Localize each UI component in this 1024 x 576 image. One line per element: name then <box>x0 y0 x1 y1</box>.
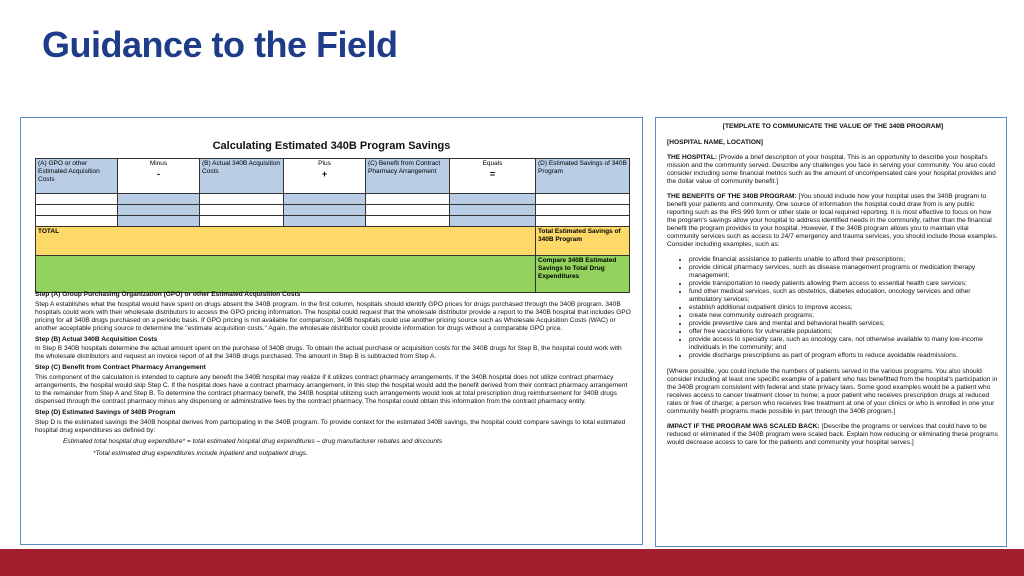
header-cell-c: (C) Benefit from Contract Pharmacy Arrangement <box>366 159 450 194</box>
footnote: *Total estimated drug expenditures include inpatient and outpatient drugs. <box>93 450 308 458</box>
benefits-section <box>667 193 999 249</box>
header-cell-d: (D) Estimated Savings of 340B Program <box>536 159 630 194</box>
step-a-heading: Step (A) Group Purchasing Organization (GPO) or other Estimated Acquisition Costs <box>35 291 301 298</box>
list-item: • create new community outreach programs; <box>689 312 999 320</box>
benefits-list <box>667 256 999 360</box>
impact-section <box>667 423 999 447</box>
header-cell-minus: Minus - <box>118 159 200 194</box>
impact-body: [Describe the programs or services that could have to be reduced or eliminated if the 340B program were scaled back. Explain how reducing or eliminating these programs would decrease access to care for the patients and community your hospital serves.] <box>667 423 998 446</box>
step-b-body: In Step B 340B hospitals determine the actual amount spent on the purchase of 340B drugs. To obtain the actual purchase or acquisition costs for the 340B drugs for Step B, the hospital could work with the wholesale distributors and request an invoice report of all the 340B drugs purchased. The amount in Step B is subtracted from Step A. <box>35 345 622 361</box>
benefits-label: THE BENEFITS OF THE 340B PROGRAM: <box>667 193 797 200</box>
minus-symbol: - <box>157 169 160 179</box>
step-b-heading: Step (B) Actual 340B Acquisition Costs <box>35 335 158 343</box>
compare-cell: Compare 340B Estimated Savings to Total Drug Expenditures <box>536 256 630 293</box>
table-row <box>36 205 630 216</box>
document-title: Calculating Estimated 340B Program Savings <box>212 140 451 152</box>
step-d-body: Step D is the estimated savings the 340B hospital derives from participating in the 340B program. To provide context for the estimated 340B savings, the hospital could compare savings to total estimated hospital drug expenditures as defined by: <box>35 418 626 434</box>
template-heading: [TEMPLATE TO COMMUNICATE THE VALUE OF THE 340B PROGRAM] <box>722 123 944 130</box>
where-possible-text: [Where possible, you could include the numbers of patients served in the various programs. You also should consider including at least one specific example of a patient who has benefitted from the hospital's participation in the 340B program consistent with federal and state privacy laws. Some good examples would be a patient who receives access to cancer treatment closer to home; a poor patient who receives prescription drugs at reduced rates or free of charge; a person who receives free treatment at one of your clinics or who is enrolled in one your community health programs made possible in part through the 340B program.] <box>667 368 998 415</box>
compare-row <box>36 256 630 293</box>
list-item: • offer free vaccinations for vulnerable populations; <box>689 328 999 336</box>
hospital-label: THE HOSPITAL: <box>667 154 718 161</box>
header-cell-plus: Plus + <box>284 159 366 194</box>
step-c-heading: Step (C) Benefit from Contract Pharmacy Arrangement <box>35 364 206 372</box>
list-item: • fund other medical services, such as obstetrics, diabetes education, oncology services and other ambulatory services; <box>689 288 999 304</box>
table-header-row <box>36 159 630 194</box>
list-item: • provide discharge prescriptions as part of program efforts to reduce avoidable readmissions. <box>689 352 999 360</box>
calculation-document <box>20 117 643 545</box>
steps-text <box>35 288 631 461</box>
total-row <box>36 227 630 256</box>
step-d-heading: Step (D) Estimated Savings of 340B Program <box>35 408 176 416</box>
bottom-accent-bar <box>0 549 1024 576</box>
template-document <box>655 117 1007 547</box>
plus-symbol: + <box>321 169 328 179</box>
list-item: • provide clinical pharmacy services, such as disease management programs or medication therapy management; <box>689 264 999 280</box>
header-cell-b: (B) Actual 340B Acquisition Costs <box>200 159 284 194</box>
savings-calculation-table <box>35 158 630 293</box>
step-a-body: Step A establishes what the hospital would have spent on drugs absent the 340B program. In the first column, hospitals should identify GPO prices for drugs purchased through the 340B program. 340B hospitals could work with their wholesale distributors to access the GPO pricing information. The hospital could request that the wholesale distributor provide a report to the 340B hospital that includes GPO pricing for all 340B drugs purchased on a periodic basis. If GPO pricing is not available for comparison, 340B hospitals could use another pricing source such as Wholesale Acquisition Costs (WAC) or another acceptable pricing source to determine the "estimate acquisition costs." Again, the wholesale distributor could provide information for drugs without a comparable GPO price. <box>35 300 631 332</box>
list-item: • provide transportation to needy patients allowing them access to essential health care services; <box>689 280 999 288</box>
table-row <box>36 194 630 205</box>
total-estimated-cell: Total Estimated Savings of 340B Program <box>536 227 630 256</box>
header-cell-a: (A) GPO or other Estimated Acquisition Costs <box>36 159 118 194</box>
slide-title: Guidance to the Field <box>42 24 398 65</box>
list-item: • establish additional outpatient clinics to improve access; <box>689 304 999 312</box>
benefits-body: [You should include how your hospital uses the 340B program to benefit your patients and community. One source of information the hospital could draw from is any public reporting such as the IRS 990 form or other state or local required reporting. It is most effective to focus on how the program's savings allow your hospital to address identified needs in the community, rather than the financial benefit the program provides to your hospital. However, if the 340B program allows you to maintain vital community services such as access to 24/7 emergency and trauma services, you should include those examples. Consider including examples, such as: <box>667 193 998 248</box>
hospital-name: [HOSPITAL NAME, LOCATION] <box>667 139 763 146</box>
hospital-body: [Provide a brief description of your hospital. This is an opportunity to describe your hospital's mission and the community served. Describe any challenges you face in serving your community. You also could consider including some financial metrics such as the amount of uncompensated care your hospital provides and the dollar value of community benefit.] <box>667 154 996 185</box>
hospital-section <box>667 154 999 186</box>
table-row <box>36 216 630 227</box>
total-label: TOTAL <box>36 227 536 256</box>
list-item: • provide preventive care and mental and behavioral health services; <box>689 320 999 328</box>
list-item: • provide financial assistance to patients unable to afford their prescriptions; <box>689 256 999 264</box>
formula: Estimated total hospital drug expenditure* = total estimated hospital drug expenditures – drug manufacturer rebates and discounts <box>63 437 443 445</box>
equals-symbol: = <box>489 169 496 179</box>
impact-label: IMPACT IF THE PROGRAM WAS SCALED BACK: <box>667 423 820 430</box>
list-item: • provide access to specialty care, such as oncology care, not otherwise available to many low-income individuals in the community; and <box>689 336 999 352</box>
header-cell-equals: Equals = <box>450 159 536 194</box>
step-c-body: This component of the calculation is intended to capture any benefit the 340B hospital may realize if it utilizes contract pharmacy arrangements. If the 340B hospital does not utilize contract pharmacy arrangements, the hospital would skip Step C. If the hospital does have a contract pharmacy arrangement, in this step the hospital would add the benefit derived from their contract pharmacy arrangement to the remainder from Step A and Step B. To determine the contract pharmacy benefit, the 340B hospital utilizing such arrangements would look at total prescription drug reimbursement for 340B drugs dispensed through the contract pharmacy minus any dispensing or administrative fees by the contract pharmacy. The hospital could obtain this information from the contract pharmacy entity. <box>35 374 628 405</box>
